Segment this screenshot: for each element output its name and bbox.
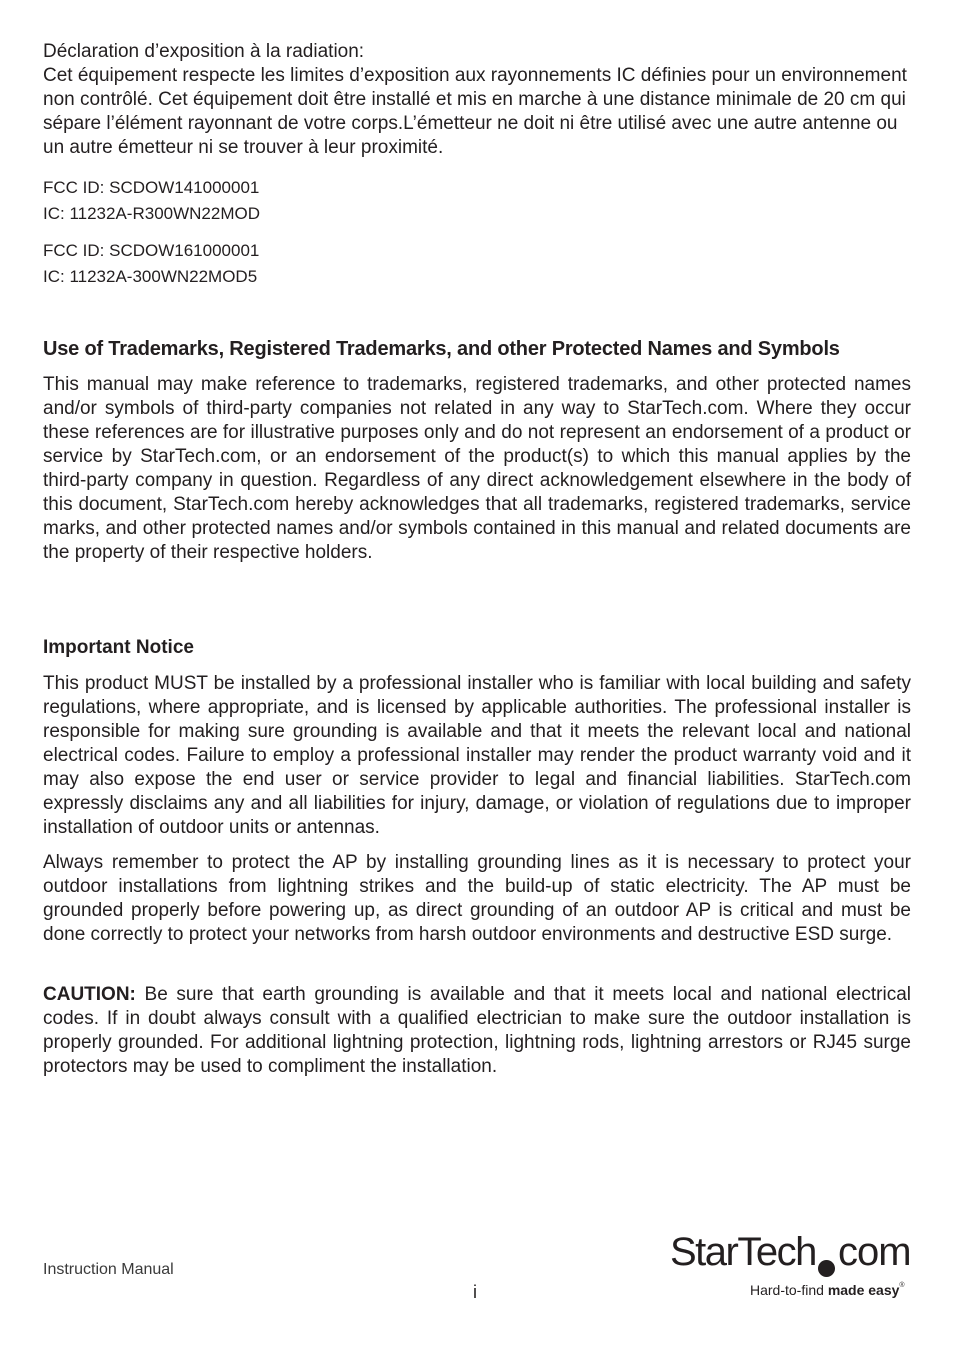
ic-id: IC: 11232A-300WN22MOD5	[43, 267, 258, 286]
page-number: i	[473, 1282, 477, 1302]
id-block	[43, 238, 259, 290]
logo-dot-icon	[818, 1260, 835, 1277]
caution-label: CAUTION:	[43, 984, 136, 1005]
tagline-bold: made easy	[827, 1282, 900, 1298]
logo-suffix: com	[838, 1230, 911, 1274]
notice-paragraph-1: This product MUST be installed by a professional installer who is familiar with local building and safety regulations, where appropriate, and is licensed by applicable authorities. The professional installer is responsible for making sure grounding is available and that it meets the relevant local and national electrical codes. Failure to employ a professional installer may render the product warranty void and it may also expose the end user or service provider to legal and financial liabilities. StarTech.com expressly disclaims any and all liabilities for injury, damage, or violation of regulations due to improper installation of outdoor units or antennas.	[43, 673, 911, 838]
trademarks-heading: Use of Trademarks, Registered Trademarks, and other Protected Names and Symbols	[43, 338, 840, 360]
id-block	[43, 175, 260, 227]
ic-id: IC: 11232A-R300WN22MOD	[43, 204, 260, 223]
fcc-id: FCC ID: SCDOW161000001	[43, 241, 260, 260]
tagline-regular: Hard-to-find	[750, 1282, 828, 1298]
notice-paragraph-2: Always remember to protect the AP by installing grounding lines as it is necessary to protect your outdoor installations from lightning strikes and the build-up of static electricity. The AP must be grounded properly before powering up, as direct grounding of an outdoor AP is critical and must be done correctly to protect your networks from harsh outdoor environments and destructive ESD surge.	[43, 852, 911, 945]
radiation-declaration	[43, 40, 911, 160]
logo-tagline	[750, 1282, 905, 1298]
registered-mark: ®	[899, 1282, 905, 1289]
fcc-id: FCC ID: SCDOW141000001	[43, 178, 260, 197]
caution-text: Be sure that earth grounding is available and that it meets local and national electrical codes. If in doubt always consult with a qualified electrician to make sure the outdoor installation is properly grounded. For additional lightning protection, lightning rods, lightning arrestors or RJ45 surge protectors may be used to compliment the installation.	[43, 984, 911, 1077]
logo-wordmark: StarTech	[670, 1230, 816, 1274]
radiation-text: Cet équipement respecte les limites d’exposition aux rayonnements IC définies pour un environnement non contrôlé. Cet équipement doit être installé et mis en marche à une distance minimale de 20 cm qui sépare l’élément rayonnant de votre corps.L’émetteur ne doit ni être utilisé avec une autre antenne ou un autre émetteur ni se trouver à leur proximité.	[43, 65, 907, 158]
radiation-title: Déclaration d’exposition à la radiation:	[43, 41, 365, 62]
startech-logo	[670, 1228, 911, 1308]
important-notice-heading: Important Notice	[43, 637, 194, 658]
footer-label: Instruction Manual	[43, 1261, 174, 1278]
trademarks-body: This manual may make reference to trademarks, registered trademarks, and other protected names and/or symbols of third-party companies not related in any way to StarTech.com. Where they occur these references are for illustrative purposes only and do not represent an endorsement of a product or service by StarTech.com, or an endorsement of the product(s) to which this manual applies by the third-party company in question. Regardless of any direct acknowledgement elsewhere in the body of this document, StarTech.com hereby acknowledges that all trademarks, registered trademarks, service marks, and other protected names and/or symbols contained in this manual and related documents are the property of their respective holders.	[43, 374, 911, 563]
caution-paragraph	[43, 983, 911, 1079]
